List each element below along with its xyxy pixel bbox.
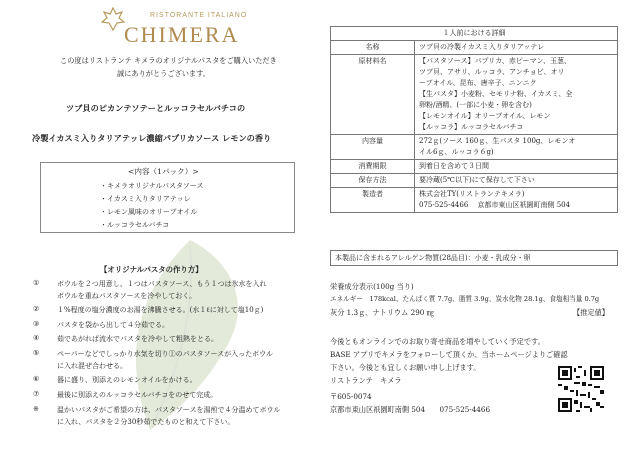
logo-subtitle: RISTORANTE ITALIANO: [150, 12, 248, 19]
step-text: 温かいパスタがご希望の方は、パスタソースを湯煎で４分温めてボウル: [57, 406, 281, 414]
contents-title: <内容（1パック）>: [128, 167, 199, 176]
qr-code-icon[interactable]: [558, 366, 604, 412]
spec-label: 内容量: [331, 135, 415, 160]
spec-label: 保存方法: [331, 174, 415, 188]
contents-item: ・キメラオリジナルパスタソース: [100, 182, 204, 190]
logo-crest-icon: [100, 6, 126, 32]
allergen-notice: 本製品に含まれるアレルゲン物質(28品目)：小麦・乳成分・卵: [330, 250, 618, 266]
nutrition-line-1: エネルギー 178kcal、たんぱく質 7.7g、脂質 3.9g、炭水化物 28.1g、食塩相当量 0.7g: [330, 295, 600, 303]
spec-label: 原材料名: [331, 55, 415, 135]
footer-line-2: BASE アプリでキメラをフォローして頂くか、当ホームページよりご確認: [330, 350, 568, 359]
step-number: ②: [33, 305, 40, 313]
spec-value: 272ｇ(ソース 160ｇ、生パスタ 100g、レモンオ イル6ｇ、ルッコラ６g): [415, 135, 618, 160]
step-text: ペーパーなどでしっかり水気を切り①のパスタソースが入ったボウル: [57, 350, 273, 358]
spec-header: １人前における詳細: [331, 27, 618, 41]
contents-item: ・ルッコラセルバチコ: [100, 221, 170, 229]
spec-value: 要冷蔵(5℃以下)にて保存して下さい: [415, 174, 618, 188]
spec-value: ツブ貝の冷製イカスミ入りタリアッテレ: [415, 41, 618, 55]
step-number: ⑤: [33, 349, 40, 357]
footer-line-1: 今後ともオンラインでのお取り寄せ商品を増やしていく予定です。: [330, 337, 545, 346]
spec-value: 株式会社TY(リストランテキメラ) 075-525-4466 京都市東山区祇園町南側 504: [415, 188, 618, 213]
step-number: ③: [33, 320, 40, 328]
step-number: ※: [33, 405, 39, 413]
step-text: ボウルを重ねパスタソースを冷やしておく。: [57, 292, 197, 300]
nutrition-line-2: 灰分 1.3ｇ、ナトリウム 290 ㎎: [330, 308, 434, 317]
restaurant-name: リストランテ キメラ: [330, 376, 402, 385]
address-phone: 京都市東山区祇園町南側 504 075-525-4466: [330, 405, 491, 414]
step-text: 最後に別添えのルッコラセルバチコをのせて完成。: [57, 391, 218, 399]
nutrition-title: 栄養成分表示(100g 当り): [330, 282, 414, 291]
step-text: ボウルを２つ用意し、１つはパスタソース、もう１つは氷水を入れ: [57, 280, 267, 288]
step-text: に入れ混ぜ合わせる。: [57, 362, 127, 370]
product-headline-2: 冷製イカスミ入りタリアテッレ濃縮パプリカソース レモンの香り: [32, 133, 272, 143]
step-number: ④: [33, 334, 40, 342]
intro-line-2: 誠にありがとうございます。: [117, 69, 210, 78]
step-text: に入れ、パスタを２分30秒茹でたものと和えて下さい。: [57, 418, 235, 426]
step-text: １%程度の塩分濃度のお湯を沸騰させる。(水１ℓに対して塩10ｇ): [57, 306, 264, 314]
step-text: 茹であがれば流水でパスタを冷やして粗熱をとる。: [57, 335, 218, 343]
product-headline-1: ツブ貝のピカンテソテーとルッコラセルバチコの: [66, 103, 246, 113]
footer-line-3: 下さい。今後とも宜しくお願い申し上げます。: [330, 363, 481, 372]
step-text: 器に盛り、別添えのレモンオイルをかける。: [57, 376, 197, 384]
spec-value: 【パスタソース】パプリカ、赤ピーマン、玉葱、 ツブ貝、アサリ、ルッコラ、アンチョビ、オリ ーブオイル、昆布、唐辛子、ニンニク 【生パスタ】小麦粉、セモリナ粉、イカスミ、全 卵粉/酒精、(一部に小麦・卵を含む) 【レモンオイル】オリーブオイル、レモン 【ルッコラ】ルッコラセルバチコ: [415, 55, 618, 135]
contents-item: ・レモン風味のオリーブオイル: [100, 208, 198, 216]
step-number: ①: [33, 279, 40, 287]
spec-label: 消費期限: [331, 160, 415, 174]
spec-table: [330, 26, 618, 213]
spec-label: 名称: [331, 41, 415, 55]
step-number: ⑥: [33, 375, 40, 383]
spec-label: 製造者: [331, 188, 415, 213]
step-number: ⑦: [33, 390, 40, 398]
contents-item: ・イカスミ入りタリアテッレ: [100, 195, 191, 203]
intro-line-1: この度はリストランテ キメラのオリジナルパスタをご購入いただき: [60, 56, 277, 65]
spec-value: 到着日を含めて３日間: [415, 160, 618, 174]
postal-code: 〒605-0074: [330, 392, 372, 401]
logo-name: CHIMERA: [124, 22, 240, 47]
step-text: パスタを袋から出して４分茹でる。: [57, 321, 169, 329]
recipe-title: 【オリジナルパスタの作り方】: [100, 265, 203, 274]
nutrition-note: 【推定値】: [573, 308, 609, 317]
